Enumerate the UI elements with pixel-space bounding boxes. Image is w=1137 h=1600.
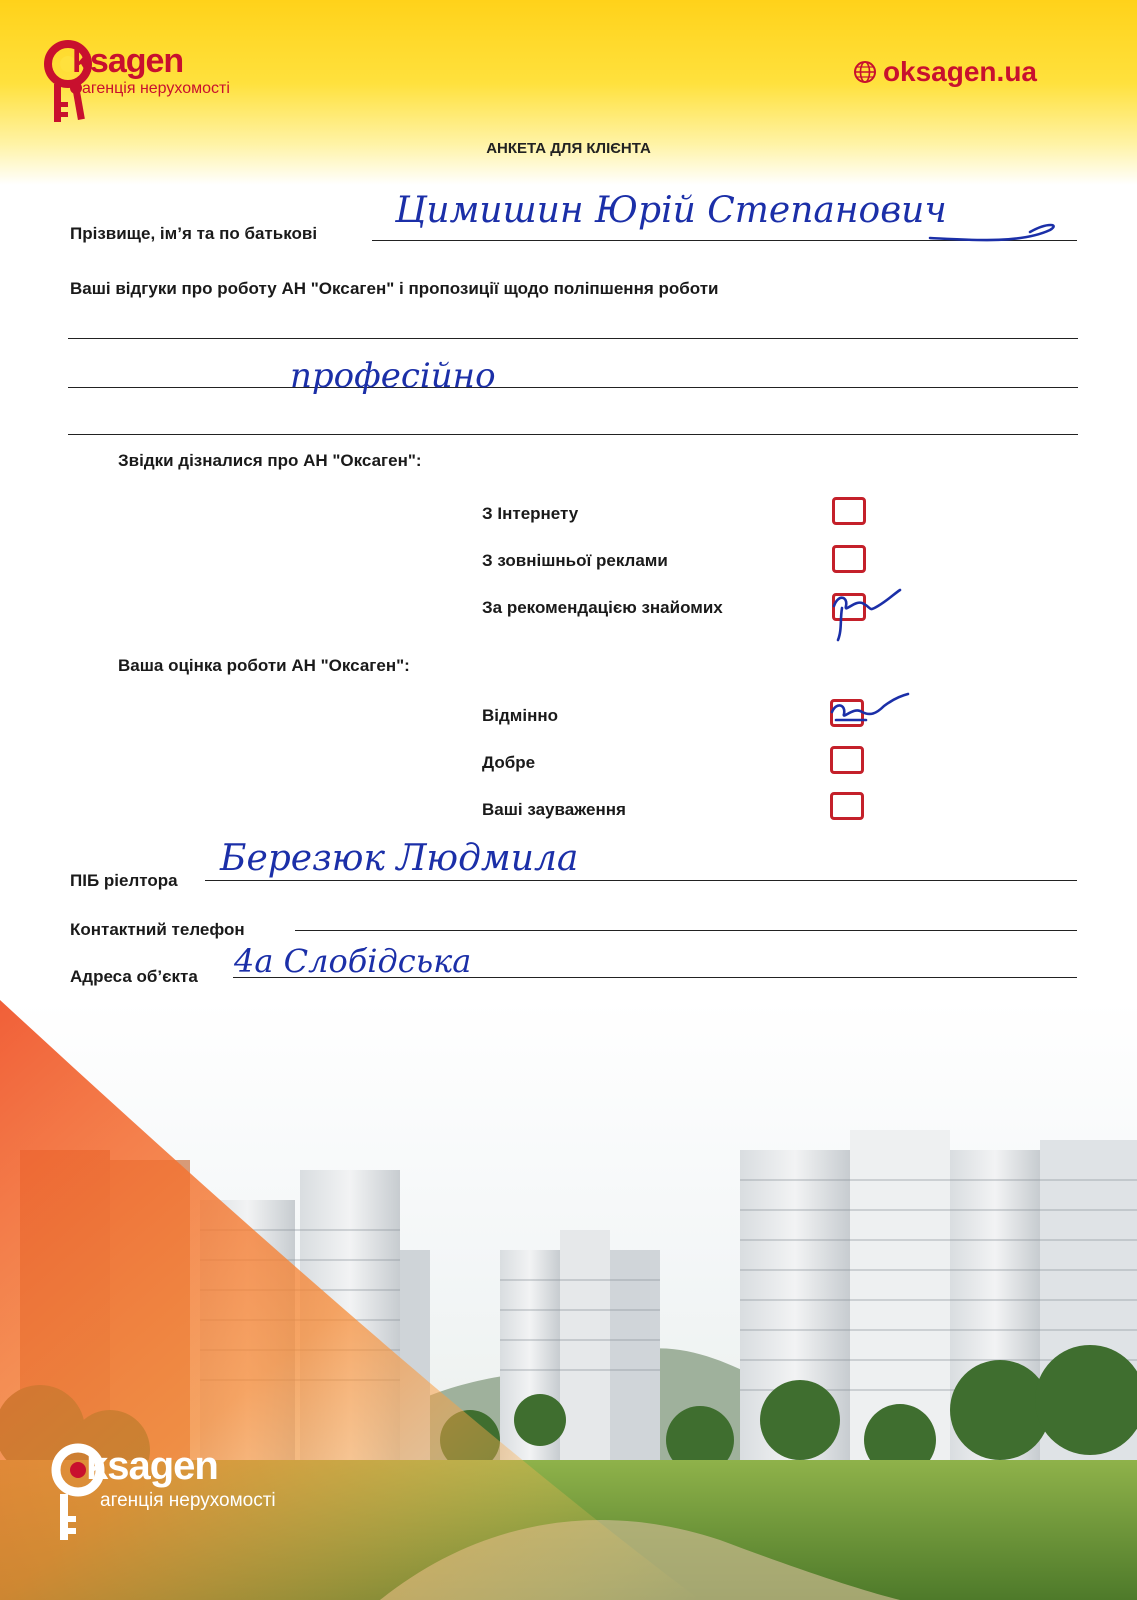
address-handwriting[interactable]: 4а Слобідська xyxy=(234,942,472,980)
phone-line xyxy=(295,930,1077,931)
name-label: Прізвище, ім’я та по батькові xyxy=(70,224,318,243)
rating-heading: Ваша оцінка роботи АН "Оксаген": xyxy=(118,656,410,675)
source-option-ads-checkbox[interactable] xyxy=(832,545,866,573)
rating-option-excellent-label: Відмінно xyxy=(482,706,559,725)
realtor-label: ПІБ ріелтора xyxy=(70,871,178,890)
source-option-internet-checkbox[interactable] xyxy=(832,497,866,525)
realtor-line xyxy=(205,880,1077,881)
rating-option-good-checkbox[interactable] xyxy=(830,746,864,774)
website-link[interactable] xyxy=(853,56,1037,88)
logo-subtitle: агенція нерухомості xyxy=(82,80,230,97)
footer-logo xyxy=(50,1440,330,1560)
feedback-handwriting[interactable]: професійно xyxy=(290,356,496,396)
name-handwriting[interactable]: Цимишин Юрій Степанович xyxy=(395,190,947,231)
address-label: Адреса об’єкта xyxy=(70,967,198,986)
rating-option-good-label: Добре xyxy=(482,753,536,772)
phone-label: Контактний телефон xyxy=(70,920,245,939)
header-band xyxy=(0,0,1137,185)
logo-wordmark: ksagen xyxy=(72,42,184,80)
website-text: oksagen.ua xyxy=(882,56,1037,87)
feedback-label: Ваші відгуки про роботу АН "Оксаген" і пропозиції щодо поліпшення роботи xyxy=(70,279,719,298)
header-logo xyxy=(42,40,262,130)
rating-option-remarks-label: Ваші зауваження xyxy=(482,800,626,819)
footer-subtitle: агенція нерухомості xyxy=(100,1490,276,1511)
source-heading: Звідки дізналися про АН "Оксаген": xyxy=(118,451,422,470)
globe-icon xyxy=(853,60,877,84)
rating-check-mark xyxy=(826,690,912,730)
name-flourish xyxy=(930,210,1070,250)
source-option-recommendation-label: За рекомендацією знайомих xyxy=(482,598,723,617)
feedback-line-3 xyxy=(68,434,1078,435)
rating-option-remarks-checkbox[interactable] xyxy=(830,792,864,820)
feedback-line-1 xyxy=(68,338,1078,339)
footer-wordmark: ksagen xyxy=(86,1444,218,1488)
source-option-internet-label: З Інтернету xyxy=(482,504,579,523)
feedback-line-2 xyxy=(68,387,1078,388)
source-option-ads-label: З зовнішньої реклами xyxy=(482,551,668,570)
form-title: АНКЕТА ДЛЯ КЛІЄНТА xyxy=(486,140,651,157)
source-check-mark xyxy=(828,584,908,644)
realtor-handwriting[interactable]: Березюк Людмила xyxy=(220,838,579,879)
